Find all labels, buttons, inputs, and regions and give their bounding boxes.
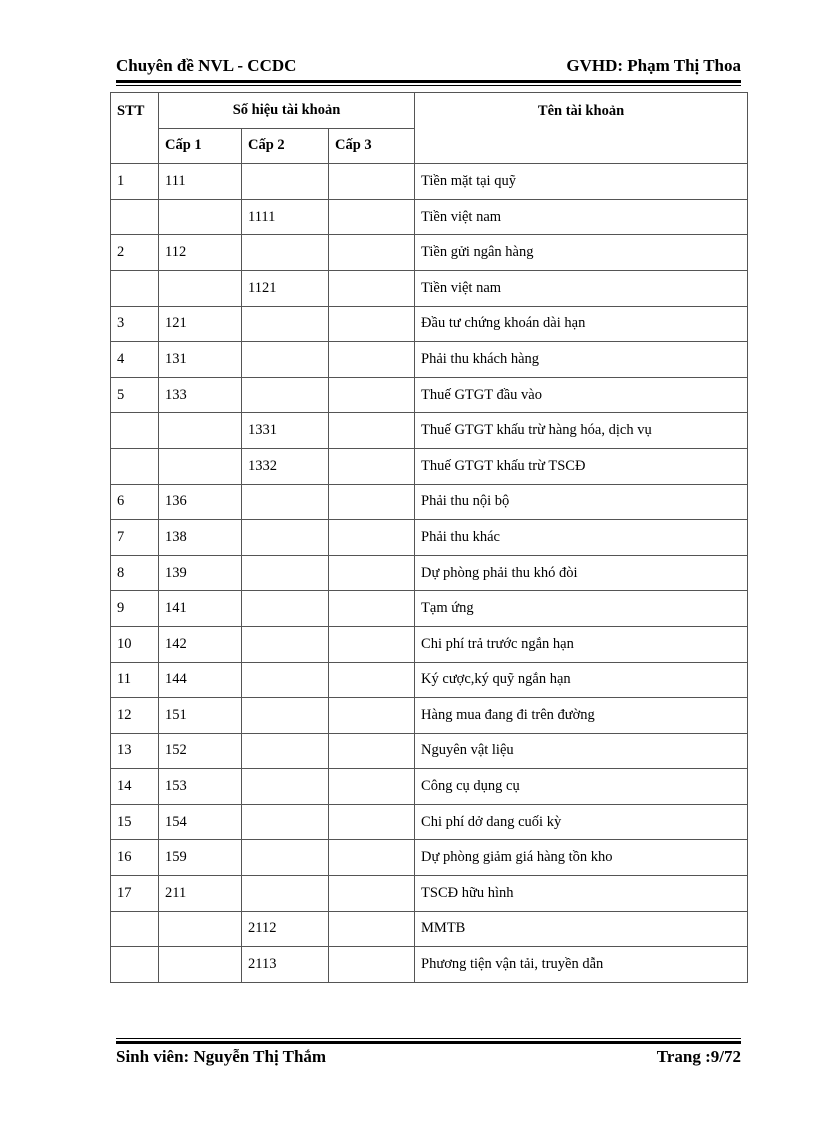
table-row bbox=[111, 484, 748, 520]
table-row bbox=[111, 769, 748, 805]
cell-stt bbox=[111, 199, 159, 235]
cell-level3 bbox=[329, 840, 415, 876]
header-level2: Cấp 2 bbox=[242, 128, 329, 164]
cell-level3 bbox=[329, 804, 415, 840]
cell-level1: 121 bbox=[159, 306, 242, 342]
cell-level2 bbox=[242, 698, 329, 734]
cell-stt bbox=[111, 413, 159, 449]
cell-account-name: Chi phí dở dang cuối kỳ bbox=[415, 804, 748, 840]
table-row bbox=[111, 199, 748, 235]
table-header-row bbox=[111, 93, 748, 129]
cell-stt: 10 bbox=[111, 626, 159, 662]
cell-level3 bbox=[329, 270, 415, 306]
footer-rule-thick bbox=[116, 1041, 741, 1044]
table-row bbox=[111, 555, 748, 591]
cell-level1: 154 bbox=[159, 804, 242, 840]
cell-stt: 12 bbox=[111, 698, 159, 734]
cell-stt: 11 bbox=[111, 662, 159, 698]
cell-level2 bbox=[242, 876, 329, 912]
cell-account-name: Thuế GTGT đầu vào bbox=[415, 377, 748, 413]
table-row bbox=[111, 662, 748, 698]
table-row bbox=[111, 840, 748, 876]
cell-level2 bbox=[242, 555, 329, 591]
accounts-table bbox=[110, 92, 748, 983]
cell-account-name: Thuế GTGT khấu trừ TSCĐ bbox=[415, 448, 748, 484]
cell-level3 bbox=[329, 235, 415, 271]
cell-level3 bbox=[329, 413, 415, 449]
cell-level1: 141 bbox=[159, 591, 242, 627]
cell-level1: 153 bbox=[159, 769, 242, 805]
cell-stt: 6 bbox=[111, 484, 159, 520]
cell-level3 bbox=[329, 911, 415, 947]
table-row bbox=[111, 804, 748, 840]
cell-level1: 131 bbox=[159, 342, 242, 378]
cell-level3 bbox=[329, 733, 415, 769]
cell-level3 bbox=[329, 769, 415, 805]
cell-level1 bbox=[159, 448, 242, 484]
cell-level2 bbox=[242, 377, 329, 413]
cell-level2: 2113 bbox=[242, 947, 329, 983]
table-body bbox=[111, 164, 748, 983]
cell-level2: 1111 bbox=[242, 199, 329, 235]
cell-stt: 15 bbox=[111, 804, 159, 840]
cell-level2 bbox=[242, 484, 329, 520]
table-row bbox=[111, 342, 748, 378]
table-row bbox=[111, 947, 748, 983]
cell-account-name: TSCĐ hữu hình bbox=[415, 876, 748, 912]
cell-level1: 111 bbox=[159, 164, 242, 200]
cell-account-name: Dự phòng giảm giá hàng tồn kho bbox=[415, 840, 748, 876]
header-stt: STT bbox=[111, 93, 159, 164]
cell-level1: 152 bbox=[159, 733, 242, 769]
header-rule-thin bbox=[116, 85, 741, 86]
cell-account-name: Tiền gửi ngân hàng bbox=[415, 235, 748, 271]
header-level1: Cấp 1 bbox=[159, 128, 242, 164]
cell-level2 bbox=[242, 235, 329, 271]
cell-level3 bbox=[329, 484, 415, 520]
table-row bbox=[111, 235, 748, 271]
cell-level2 bbox=[242, 520, 329, 556]
cell-stt bbox=[111, 947, 159, 983]
cell-level3 bbox=[329, 626, 415, 662]
cell-level2: 1332 bbox=[242, 448, 329, 484]
cell-level3 bbox=[329, 662, 415, 698]
cell-level3 bbox=[329, 342, 415, 378]
cell-level3 bbox=[329, 698, 415, 734]
cell-level1 bbox=[159, 413, 242, 449]
table-row bbox=[111, 413, 748, 449]
cell-level1: 133 bbox=[159, 377, 242, 413]
cell-level3 bbox=[329, 377, 415, 413]
table-row bbox=[111, 448, 748, 484]
cell-account-name: Phải thu khác bbox=[415, 520, 748, 556]
cell-account-name: Phải thu nội bộ bbox=[415, 484, 748, 520]
cell-level1 bbox=[159, 911, 242, 947]
header-account-number: Số hiệu tài khoản bbox=[159, 93, 415, 129]
table-row bbox=[111, 626, 748, 662]
cell-account-name: Đầu tư chứng khoán dài hạn bbox=[415, 306, 748, 342]
cell-level3 bbox=[329, 947, 415, 983]
footer-student: Sinh viên: Nguyễn Thị Thắm bbox=[116, 1047, 327, 1066]
footer-page-number: Trang :9/72 bbox=[656, 1047, 741, 1066]
cell-level2 bbox=[242, 804, 329, 840]
cell-account-name: Nguyên vật liệu bbox=[415, 733, 748, 769]
header-topic: Chuyên đề NVL - CCDC bbox=[116, 56, 297, 75]
cell-level3 bbox=[329, 448, 415, 484]
cell-level1: 159 bbox=[159, 840, 242, 876]
cell-stt: 2 bbox=[111, 235, 159, 271]
cell-level3 bbox=[329, 591, 415, 627]
cell-level1: 151 bbox=[159, 698, 242, 734]
cell-level3 bbox=[329, 876, 415, 912]
cell-account-name: Tạm ứng bbox=[415, 591, 748, 627]
footer-rule-thin bbox=[116, 1038, 741, 1039]
cell-level2: 1121 bbox=[242, 270, 329, 306]
cell-account-name: Tiền mặt tại quỹ bbox=[415, 164, 748, 200]
cell-level1: 144 bbox=[159, 662, 242, 698]
table-row bbox=[111, 306, 748, 342]
cell-level3 bbox=[329, 306, 415, 342]
table-row bbox=[111, 876, 748, 912]
cell-level2 bbox=[242, 342, 329, 378]
cell-account-name: Phải thu khách hàng bbox=[415, 342, 748, 378]
cell-account-name: Chi phí trả trước ngắn hạn bbox=[415, 626, 748, 662]
cell-stt bbox=[111, 270, 159, 306]
table-row bbox=[111, 698, 748, 734]
cell-stt: 3 bbox=[111, 306, 159, 342]
page-header bbox=[116, 56, 741, 76]
cell-stt: 13 bbox=[111, 733, 159, 769]
cell-stt: 4 bbox=[111, 342, 159, 378]
cell-level1: 142 bbox=[159, 626, 242, 662]
table-row bbox=[111, 377, 748, 413]
cell-account-name: Tiền việt nam bbox=[415, 270, 748, 306]
table-row bbox=[111, 733, 748, 769]
cell-level1: 112 bbox=[159, 235, 242, 271]
cell-level1 bbox=[159, 199, 242, 235]
cell-stt: 5 bbox=[111, 377, 159, 413]
cell-level2 bbox=[242, 840, 329, 876]
cell-level1: 139 bbox=[159, 555, 242, 591]
cell-stt bbox=[111, 911, 159, 947]
cell-level2 bbox=[242, 306, 329, 342]
table-row bbox=[111, 520, 748, 556]
cell-account-name: MMTB bbox=[415, 911, 748, 947]
cell-level2 bbox=[242, 733, 329, 769]
cell-stt: 7 bbox=[111, 520, 159, 556]
cell-level2: 1331 bbox=[242, 413, 329, 449]
cell-stt: 1 bbox=[111, 164, 159, 200]
cell-level2 bbox=[242, 769, 329, 805]
cell-level1 bbox=[159, 270, 242, 306]
cell-stt bbox=[111, 448, 159, 484]
cell-stt: 16 bbox=[111, 840, 159, 876]
cell-level3 bbox=[329, 199, 415, 235]
cell-account-name: Dự phòng phải thu khó đòi bbox=[415, 555, 748, 591]
cell-account-name: Tiền việt nam bbox=[415, 199, 748, 235]
cell-account-name: Phương tiện vận tải, truyền dẫn bbox=[415, 947, 748, 983]
cell-level2 bbox=[242, 662, 329, 698]
cell-stt: 17 bbox=[111, 876, 159, 912]
cell-stt: 8 bbox=[111, 555, 159, 591]
table-row bbox=[111, 164, 748, 200]
cell-level3 bbox=[329, 555, 415, 591]
cell-account-name: Hàng mua đang đi trên đường bbox=[415, 698, 748, 734]
cell-stt: 9 bbox=[111, 591, 159, 627]
cell-level1: 138 bbox=[159, 520, 242, 556]
table-row bbox=[111, 911, 748, 947]
cell-account-name: Thuế GTGT khấu trừ hàng hóa, dịch vụ bbox=[415, 413, 748, 449]
cell-level3 bbox=[329, 520, 415, 556]
table-row bbox=[111, 591, 748, 627]
cell-level2: 2112 bbox=[242, 911, 329, 947]
header-level3: Cấp 3 bbox=[329, 128, 415, 164]
cell-stt: 14 bbox=[111, 769, 159, 805]
header-account-name: Tên tài khoản bbox=[415, 93, 748, 164]
header-supervisor: GVHD: Phạm Thị Thoa bbox=[566, 56, 741, 75]
cell-level2 bbox=[242, 591, 329, 627]
cell-level1 bbox=[159, 947, 242, 983]
cell-level3 bbox=[329, 164, 415, 200]
cell-account-name: Ký cược,ký quỹ ngắn hạn bbox=[415, 662, 748, 698]
page-footer bbox=[116, 1047, 741, 1067]
cell-level1: 211 bbox=[159, 876, 242, 912]
cell-level2 bbox=[242, 626, 329, 662]
header-rule-thick bbox=[116, 80, 741, 83]
cell-level2 bbox=[242, 164, 329, 200]
cell-account-name: Công cụ dụng cụ bbox=[415, 769, 748, 805]
table-row bbox=[111, 270, 748, 306]
cell-level1: 136 bbox=[159, 484, 242, 520]
